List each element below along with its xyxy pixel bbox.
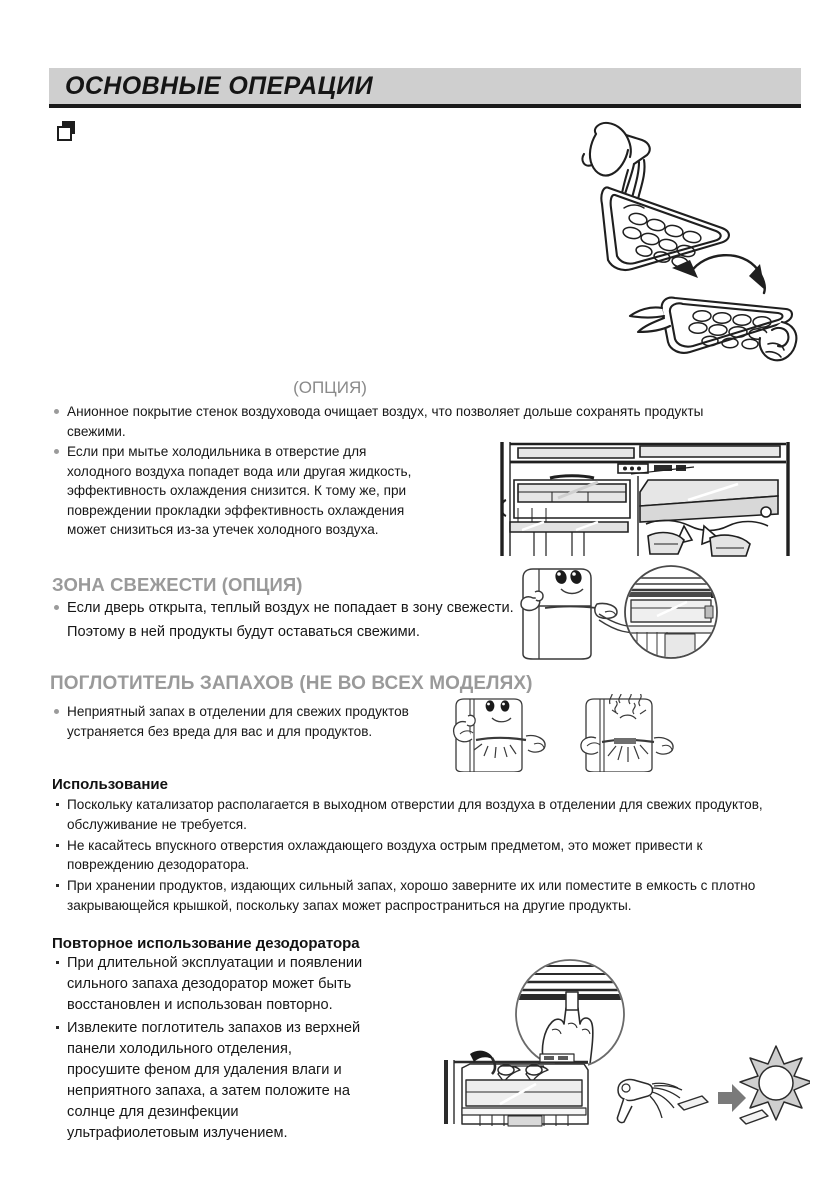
list-item: Не касайтесь впускного отверстия охлаждающего воздуха острым предметом, это может привести к повреждению дезодоратора. <box>52 836 782 875</box>
ice-tray-illustration-group <box>546 112 804 374</box>
option-label: (ОПЦИЯ) <box>293 378 367 397</box>
deodorizer-bullet-list <box>52 702 452 741</box>
fresh-zone-character-illustration <box>505 562 723 660</box>
fresh-zone-illustration-group <box>505 562 723 660</box>
odor-characters-illustration-group <box>440 694 680 772</box>
usage-bullet-list <box>52 795 782 915</box>
fresh-zone-heading: ЗОНА СВЕЖЕСТИ (ОПЦИЯ) <box>52 574 303 595</box>
list-item: Анионное покрытие стенок воздуховода очищает воздух, что позволяет дольше сохранять продукты свежими. <box>52 402 752 441</box>
list-item: При хранении продуктов, издающих сильный запах, хорошо заверните их или поместите в емкость с плотно закрывающейся крышкой, поскольку запах может распространиться на другие продукты. <box>52 876 782 915</box>
fresh-zone-tail-text: Поэтому в ней продукты будут оставаться свежими. <box>67 624 420 640</box>
usage-heading: Использование <box>52 776 168 793</box>
odor-characters-illustration <box>440 694 680 772</box>
double-square-icon <box>57 121 76 139</box>
deodorizer-reuse-illustration-group <box>440 952 810 1127</box>
refrigerator-interior-illustration-group <box>488 440 803 558</box>
list-item: При длительной эксплуатации и появлении сильного запаха дезодоратор может быть восстановлен и использован повторно. <box>52 953 367 1016</box>
hair-dryer-icon <box>617 1079 708 1122</box>
double-square-icon-front <box>57 126 72 141</box>
list-item: Извлеките поглотитель запахов из верхней панели холодильного отделения, просушите феном для удаления влаги и неприятного запаха, а затем положите на солнце для дезинфекции ультрафиолетовым излучением. <box>52 1018 367 1144</box>
page-header-bar <box>49 68 801 108</box>
list-item: Если при мытье холодильника в отверстие для холодного воздуха попадет вода или другая жидкость, эффективность охлаждения снизится. К тому же, при повреждении прокладки эффективность охлаждения может снизиться из-за утечек холодного воздуха. <box>52 442 417 540</box>
list-item: Поскольку катализатор располагается в выходном отверстии для воздуха в отделении для свежих продуктов, обслуживание не требуется. <box>52 795 782 834</box>
ice-tray-illustration <box>546 112 804 374</box>
refrigerator-interior-illustration <box>488 440 803 558</box>
list-item: Неприятный запах в отделении для свежих продуктов устраняется без вреда для вас и для продуктов. <box>52 702 452 741</box>
deodorizer-heading: ПОГЛОТИТЕЛЬ ЗАПАХОВ (НЕ ВО ВСЕХ МОДЕЛЯХ) <box>50 673 533 694</box>
reuse-bullet-list <box>52 953 482 1144</box>
deodorizer-reuse-illustration <box>440 952 810 1127</box>
list-item-text: Если дверь открыта, теплый воздух не попадает в зону свежести. <box>67 600 514 616</box>
fresh-zone-bullet-list <box>52 598 522 643</box>
reuse-heading: Повторное использование дезодоратора <box>52 935 360 952</box>
sun-icon <box>740 1046 810 1120</box>
list-item <box>52 598 522 643</box>
page-title: ОСНОВНЫЕ ОПЕРАЦИИ <box>65 72 373 100</box>
arrow-right-icon <box>718 1084 746 1112</box>
